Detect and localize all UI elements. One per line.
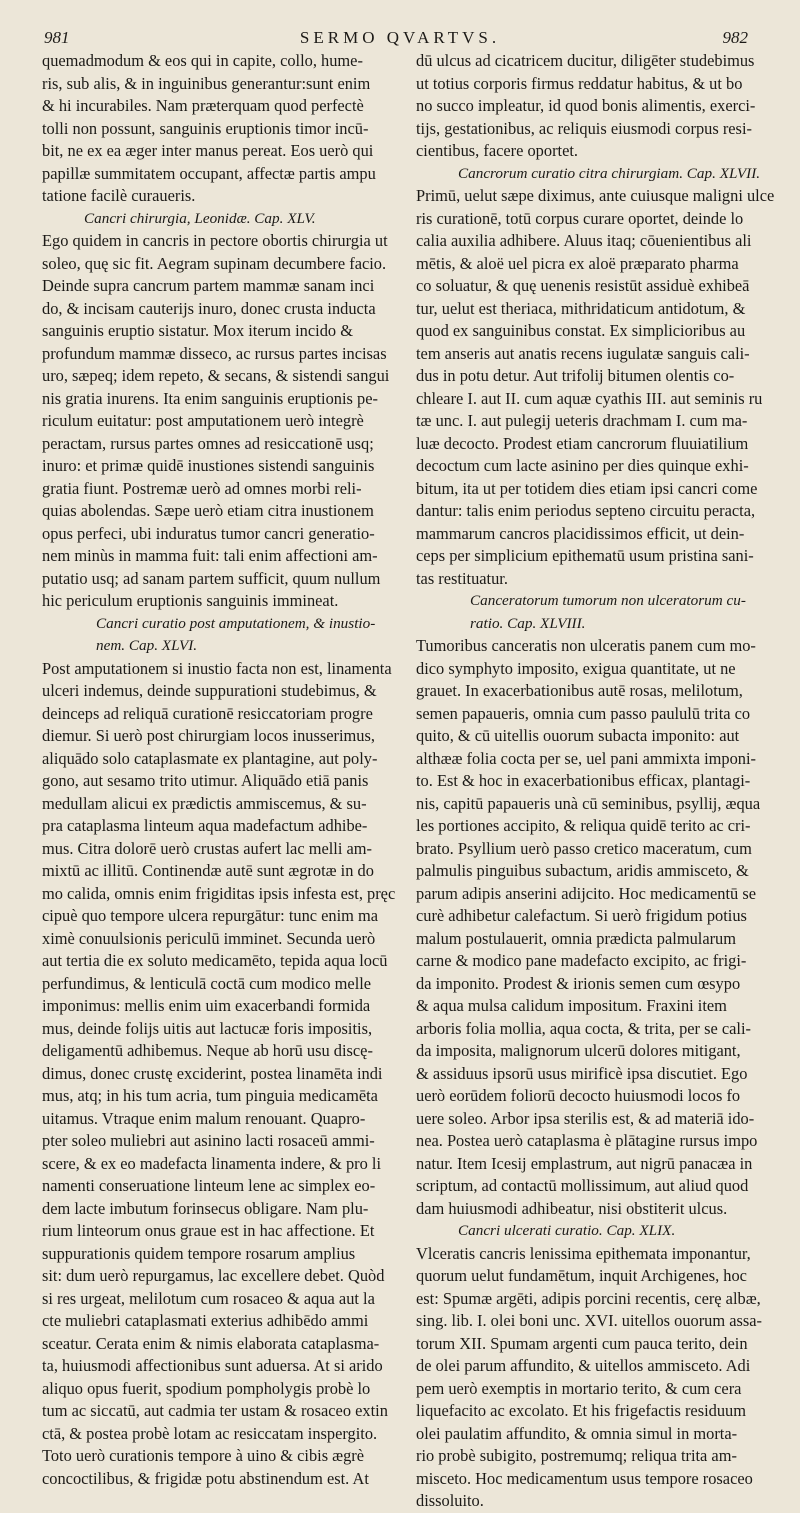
text-line: cipuè quo tempore ulcera repurgātur: tunc enim ma — [42, 906, 379, 925]
section-heading: Cancrorum curatio citra chirurgiam. Cap. XLVII. — [458, 164, 761, 182]
text-line: mixtū ac illitū. Continendæ autē sunt ægrotæ in do — [42, 861, 374, 880]
text-line: Toto uerò curationis tempore à uino & cibis ægrè — [42, 1446, 365, 1465]
right-column — [416, 50, 791, 1510]
text-line: pra cataplasma linteum aqua madefactum adhibe- — [42, 816, 368, 835]
text-line: bit, ne ex ea æger inter manus pereat. Eos uerò qui — [42, 141, 374, 160]
section-heading: Cancri ulcerati curatio. Cap. XLIX. — [458, 1222, 676, 1239]
text-line: putatio usq; ad sanam partem sufficit, quum nullum — [42, 568, 381, 588]
text-line: sing. lib. I. olei boni unc. XVI. uitellos ouorum assa- — [416, 1311, 762, 1330]
text-line: quemadmodum & eos qui in capite, collo, hume- — [42, 51, 363, 70]
text-line: imponimus: mellis enim uim exacerbandi formida — [42, 996, 371, 1015]
text-line: brato. Psyllium uerò passo cretico maceratum, cum — [416, 838, 752, 858]
text-line: deinceps ad reliquā curationē resiccatoriam progre — [42, 703, 373, 723]
text-line: quod ex sanguinibus constat. Ex simplicioribus au — [416, 321, 746, 340]
text-line: tatione facilè curaueris. — [42, 186, 196, 205]
page-number-left: 981 — [44, 28, 70, 47]
text-line: mo calida, omnis enim frigiditas ipsis infesta est, pręc — [42, 883, 396, 903]
text-line: profundum mammæ disseco, ac rursus partes incisas — [42, 343, 387, 363]
text-line: les portiones accipito, & reliqua quidē terito ac cri- — [416, 816, 751, 835]
text-line: misceto. Hoc medicamentum usus tempore rosaceo — [416, 1468, 753, 1488]
text-line: peractam, rursus partes omnes ad resiccationē usq; — [42, 433, 374, 453]
text-line: dus in potu detur. Aut trifolij bitumen olentis co- — [416, 366, 735, 385]
text-line: & assiduus ipsorū usus mirificè ipsa discutiet. Ego — [416, 1063, 748, 1083]
text-line: tæ unc. I. aut pulegij ueteris drachmam I. cum ma- — [416, 411, 748, 430]
text-line: uerò eorūdem foliorū decocto huiusmodi locos fo — [416, 1086, 741, 1105]
text-line: to. Est & hoc in exacerbationibus efficax, plantagi- — [416, 771, 751, 790]
text-line: riculum euitatur: post amputationem uerò integrè — [42, 411, 364, 430]
text-line: liquefacito ac excolato. Et his frigefactis residuum — [416, 1401, 746, 1420]
text-line: scere, & ex eo madefacta linamenta indere, & pro li — [42, 1153, 382, 1173]
text-line: & aqua mulsa calidum impositum. Fraxini item — [416, 996, 727, 1015]
section-heading: Cancri curatio post amputationem, & inustio- — [96, 614, 376, 632]
text-line: semen papaueris, omnia cum passo paululū trita co — [416, 703, 751, 723]
text-line: rio probè subigito, postremumq; reliqua trita am- — [416, 1446, 737, 1465]
text-line: arboris folia mollia, aqua cocta, & trita, per se cali- — [416, 1018, 751, 1038]
page-number-right: 982 — [722, 28, 748, 47]
text-line: da imponito. Prodest & irionis semen cum œsypo — [416, 973, 741, 993]
text-line: dū ulcus ad cicatricem ducitur, diligēter studebimus — [416, 51, 755, 70]
text-line: deligamentū adhibemus. Neque ab horū usu discę- — [42, 1041, 373, 1060]
text-line: scriptum, ad contactū mollissimum, aut aliud quod — [416, 1176, 749, 1195]
text-line: sceatur. Cerata enim & nimis elaborata cataplasma- — [42, 1333, 380, 1353]
section-heading: nem. Cap. XLVI. — [96, 637, 198, 654]
text-line: Post amputationem si inustio facta non est, linamenta — [42, 658, 392, 678]
text-line: dantur: talis enim periodus septeno circuitu peracta, — [416, 501, 756, 520]
text-line: sanguinis eruptio sistatur. Mox iterum incido & — [42, 321, 353, 340]
text-line: tum ac siccatū, aut cadmia ter ustam & rosaceo extin — [42, 1401, 388, 1420]
text-line: namenti conseruatione linteum lene ac simplex eo- — [42, 1176, 376, 1195]
text-line: olei paulatim affundito, & omnia simul in morta- — [416, 1423, 738, 1443]
text-line: hic periculum eruptionis sanguinis immineat. — [42, 591, 339, 610]
text-line: papillæ summitatem occupant, affectæ partis ampu — [42, 163, 376, 183]
text-line: Deinde supra cancrum partem mammæ sanam inci — [42, 276, 375, 295]
text-line: ta, huiusmodi affectionibus sunt aduersa. At si arido — [42, 1356, 383, 1375]
text-line: calia auxilia adhibere. Aluus itaq; cōuenientibus ali — [416, 231, 752, 250]
text-line: suppurationis quidem tempore rosarum amplius — [42, 1243, 356, 1263]
text-line: medullam alicui ex prædictis ammiscemus, & su- — [42, 793, 367, 813]
text-line: mammarum cancros placidissimos efficit, ut dein- — [416, 523, 745, 543]
text-line: pem uerò exemptis in mortario terito, & cum cera — [416, 1378, 742, 1398]
text-line: ulceri indemus, deinde suppurationi studebimus, & — [42, 681, 377, 700]
text-line: nea. Postea uerò cataplasma è plātagine rursus impo — [416, 1131, 758, 1150]
text-line: malum postulauerit, omnia prædicta palmularum — [416, 928, 737, 948]
text-line: mus, deinde folijs uitis aut lactucæ foris impositis, — [42, 1018, 373, 1038]
text-line: grauet. In exacerbationibus autē rosas, melilotum, — [416, 681, 743, 700]
text-line: chleare I. aut II. cum aquæ cyathis III. aut seminis ru — [416, 388, 763, 408]
text-line: cte muliebri cataplasmati exterius adhibēdo ammi — [42, 1311, 369, 1330]
text-line: soleo, quę sic fit. Aegram supinam decumbere facio. — [42, 253, 387, 273]
text-line: mus. Citra dolorē uerò crustas aufert lac melli am- — [42, 838, 372, 858]
text-line: bitum, ita ut per totidem dies etiam ipsi cancri come — [416, 478, 758, 498]
text-line: mētis, & aloë uel picra ex aloë præparato pharma — [416, 253, 739, 273]
text-line: tem anseris aut anatis recens iugulatæ sanguis cali- — [416, 343, 750, 363]
text-line: co soluatur, & quę uenenis resistūt assiduè exhibeā — [416, 276, 750, 295]
text-line: uitamus. Vtraque enim malum renouant. Quapro- — [42, 1108, 366, 1128]
text-line: concoctilibus, & frigidæ potu abstinendum est. At — [42, 1468, 369, 1488]
text-line: uro, sæpeq; idem repeto, & secans, & sistendi sangui — [42, 366, 390, 385]
text-line: carne & modico pane madefacto excipito, ac frigi- — [416, 951, 747, 970]
text-line: luæ decocto. Prodest etiam cancrorum fluuiatilium — [416, 433, 749, 453]
page-header — [0, 14, 800, 47]
text-line: Primū, uelut sæpe diximus, ante cuiusque maligni ulce — [416, 186, 775, 205]
text-line: dam huiusmodi adhibeatur, nisi obstiterit ulcus. — [416, 1198, 728, 1218]
text-line: Ego quidem in cancris in pectore obortis chirurgia ut — [42, 231, 388, 250]
text-line: no succo impleatur, id quod bonis alimentis, exerci- — [416, 96, 756, 115]
section-heading: ratio. Cap. XLVIII. — [470, 614, 586, 632]
text-line: aut tertia die ex soluto medicamēto, tepida aqua locū — [42, 951, 388, 970]
text-line: nis, capitū papaueris unà cū seminibus, psyllij, æqua — [416, 793, 761, 813]
text-line: dimus, donec crustę exciderint, postea linamēta indi — [42, 1063, 383, 1083]
text-line: ctā, & postea probè lotam ac resiccatam inspergito. — [42, 1423, 378, 1443]
text-line: aliquādo solo cataplasmate ex plantagine, aut poly- — [42, 748, 378, 768]
text-line: Tumoribus canceratis non ulceratis panem cum mo- — [416, 636, 756, 655]
text-line: curè adhibetur calefactum. Si uerò frigidum potius — [416, 906, 747, 925]
text-line: est: Spumæ argēti, adipis porcini recentis, cerę albæ, — [416, 1288, 761, 1308]
text-line: quorum uelut fundamētum, inquit Archigenes, hoc — [416, 1266, 747, 1285]
text-line: rium linteorum onus graue est in hac affectione. Et — [42, 1221, 375, 1240]
left-column — [42, 50, 417, 1488]
running-title: SERMO QVARTVS. — [299, 28, 501, 47]
text-line: mus, atq; in his tum acria, tum pinguia medicamēta — [42, 1086, 378, 1105]
text-line: torum XII. Spumam argenti cum pauca terito, dein — [416, 1333, 748, 1353]
text-line: ris curationē, totū corpus curare oportet, deinde lo — [416, 208, 744, 228]
text-line: ris, sub alis, & in inguinibus generantur:sunt enim — [42, 73, 371, 93]
text-line: tas restituatur. — [416, 568, 508, 588]
text-line: parum adipis anserini adijcito. Hoc medicamentū se — [416, 883, 757, 903]
text-line: nem minùs in mamma fuit: tali enim affectioni am- — [42, 546, 378, 565]
text-line: sit: dum uerò repurgamus, lac excellere debet. Quòd — [42, 1266, 385, 1285]
text-line: tur, uelut est theriaca, mithridaticum antidotum, & — [416, 298, 746, 318]
text-line: quito, & cū uitellis ouorum subacta imponito: aut — [416, 726, 740, 745]
text-line: perfundimus, & lenticulā coctā cum modico melle — [42, 973, 372, 993]
text-line: opus perfeci, ubi induratus tumor cancri generatio- — [42, 523, 375, 543]
text-line: cientibus, facere oportet. — [416, 141, 579, 160]
text-line: decoctum cum lacte asinino per dies quinque exhi- — [416, 456, 749, 475]
text-line: palmulis pinguibus subactum, aridis ammisceto, & — [416, 861, 749, 880]
text-line: do, & incisam cauterijs inuro, donec crusta inducta — [42, 298, 376, 318]
text-line: nis gratia inurens. Ita enim sanguinis eruptionis pe- — [42, 388, 378, 408]
text-line: uere soleo. Arbor ipsa sterilis est, & ad materiā ido- — [416, 1108, 755, 1128]
text-line: althææ folia cocta per se, uel pani ammixta imponi- — [416, 748, 757, 768]
text-line: inuro: et primæ quidē inustiones sistendi sanguinis — [42, 456, 375, 475]
text-line: dem lacte imbutum forinsecus obligare. Nam plu- — [42, 1198, 369, 1218]
text-line: ximè conuulsionis periculū imminet. Secunda uerò — [42, 928, 376, 948]
text-line: aliquo opus fuerit, spodium pompholygis probè lo — [42, 1378, 371, 1398]
text-line: natur. Item Icesij emplastrum, aut nigrū panacæa in — [416, 1153, 753, 1173]
text-line: gono, aut sesamo trito utimur. Aliquādo etiā panis — [42, 771, 369, 790]
text-line: da imposita, malignorum ulcerū dolores mitigant, — [416, 1041, 741, 1060]
text-line: quias abolendas. Sæpe uerò etiam citra inustionem — [42, 501, 374, 520]
section-heading: Canceratorum tumorum non ulceratorum cu- — [470, 592, 746, 609]
text-line: si res urgeat, melilotum cum rosaceo & aqua aut la — [42, 1288, 375, 1308]
text-line: ut totius corporis firmus reddatur habitus, & ut bo — [416, 73, 743, 93]
text-line: tijs, gestationibus, ac reliquis eiusmodi corpus resi- — [416, 118, 752, 138]
text-line: dissoluito. — [416, 1491, 484, 1510]
text-line: pter soleo muliebri aut asinino lacti rosaceū ammi- — [42, 1131, 375, 1150]
text-line: de olei parum affundito, & uitellos ammisceto. Adi — [416, 1356, 751, 1375]
text-line: gratia fiunt. Postremæ uerò ad omnes morbi reli- — [42, 478, 362, 498]
text-line: & hi incurabiles. Nam præterquam quod perfectè — [42, 96, 364, 115]
text-line: dico symphyto imposito, exigua quantitate, ut ne — [416, 658, 736, 678]
text-line: tolli non possunt, sanguinis eruptionis timor incū- — [42, 118, 369, 138]
text-line: diemur. Si uerò post chirurgiam locos inusserimus, — [42, 726, 375, 745]
text-line: Vlceratis cancris lenissima epithemata imponantur, — [416, 1243, 751, 1263]
section-heading: Cancri chirurgia, Leonidæ. Cap. XLV. — [84, 209, 316, 227]
text-line: ceps per simplicium epithematū usum pristina sani- — [416, 546, 754, 565]
